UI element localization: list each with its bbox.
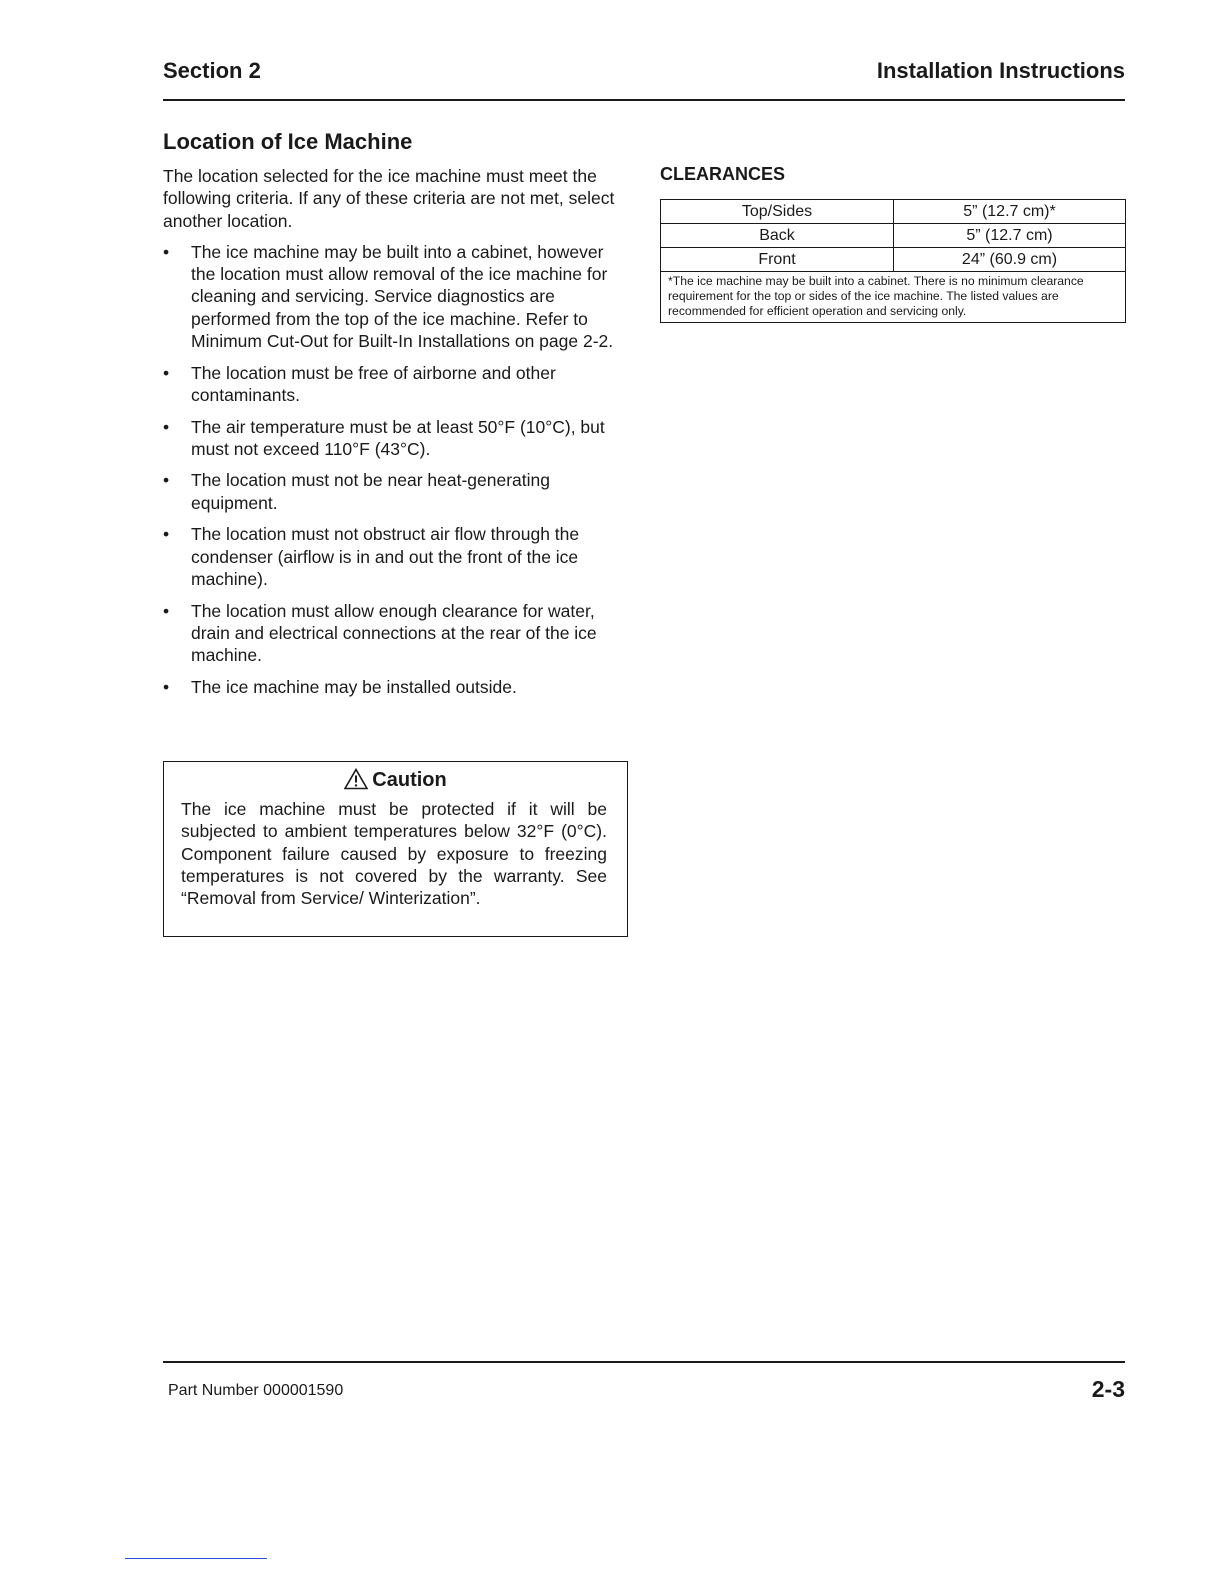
link-underline (125, 1558, 267, 1559)
criteria-text: The ice machine may be installed outside. (191, 676, 517, 697)
bullet: • (163, 241, 170, 262)
header-rule (163, 99, 1125, 101)
caution-heading (164, 767, 627, 793)
bullet: • (163, 676, 170, 697)
clearance-label: Top/Sides (661, 200, 894, 224)
clearance-label: Back (661, 224, 894, 248)
criteria-list (163, 241, 629, 698)
clearance-value: 5” (12.7 cm) (894, 224, 1126, 248)
table-row (661, 248, 1126, 272)
warning-triangle-icon (344, 768, 368, 790)
list-item (163, 523, 629, 590)
criteria-text: The ice machine may be built into a cabinet, however the location must allow removal of the ice machine for cleaning and servicing. Service diagnostics are performed from the top of the ice machine. Refer to Minimum Cut-Out for Built-In Installations on page 2-2. (191, 241, 614, 352)
criteria-text: The location must not obstruct air flow through the condenser (airflow is in and out the front of the ice machine). (191, 524, 580, 589)
section-label: Section 2 (163, 58, 261, 83)
bullet: • (163, 600, 170, 621)
list-item (163, 241, 629, 352)
caution-box (163, 761, 628, 937)
caution-text: The ice machine must be protected if it will be subjected to ambient temperatures below 32°F (0°C). Component failure caused by exposure to freezing temperatures is not covered by the warranty. See “Removal from Service/ Winterization”. (181, 799, 607, 909)
table-row (661, 224, 1126, 248)
bullet: • (163, 362, 170, 383)
location-title: Location of Ice Machine (163, 129, 413, 154)
criteria-text: The location must allow enough clearance for water, drain and electrical connections at the rear of the ice machine. (191, 600, 597, 666)
table-row (661, 272, 1126, 323)
clearances-table (660, 199, 1126, 323)
caution-title: Caution (372, 769, 447, 791)
list-item (163, 600, 629, 667)
page-header (163, 58, 1125, 88)
footer-rule (163, 1361, 1125, 1363)
bullet: • (163, 524, 170, 545)
table-row (661, 200, 1126, 224)
location-intro: The location selected for the ice machine must meet the following criteria. If any of these criteria are not met, select another location. (163, 166, 615, 231)
bullet: • (163, 416, 170, 437)
location-column (163, 128, 629, 707)
criteria-text: The location must not be near heat-generating equipment. (191, 470, 550, 513)
criteria-text: The location must be free of airborne and other contaminants. (191, 362, 556, 405)
header-title: Installation Instructions (876, 58, 1125, 83)
list-item (163, 676, 629, 698)
list-item (163, 416, 629, 461)
list-item (163, 469, 629, 514)
bullet: • (163, 470, 170, 491)
clearance-label: Front (661, 248, 894, 272)
part-number: Part Number 000001590 (168, 1382, 344, 1399)
page-number: 2-3 (1091, 1376, 1125, 1402)
criteria-text: The air temperature must be at least 50°F (10°C), but must not exceed 110°F (43°C). (191, 416, 605, 459)
clearance-value: 24” (60.9 cm) (894, 248, 1126, 272)
clearances-note: *The ice machine may be built into a cabinet. There is no minimum clearance requirement for the top or sides of the ice machine. The listed values are recommended for efficient operation and servicing only. (661, 272, 1126, 323)
clearances-title: CLEARANCES (660, 164, 786, 184)
clearances-column (660, 163, 1127, 323)
clearance-value: 5” (12.7 cm)* (894, 200, 1126, 224)
list-item (163, 362, 629, 407)
